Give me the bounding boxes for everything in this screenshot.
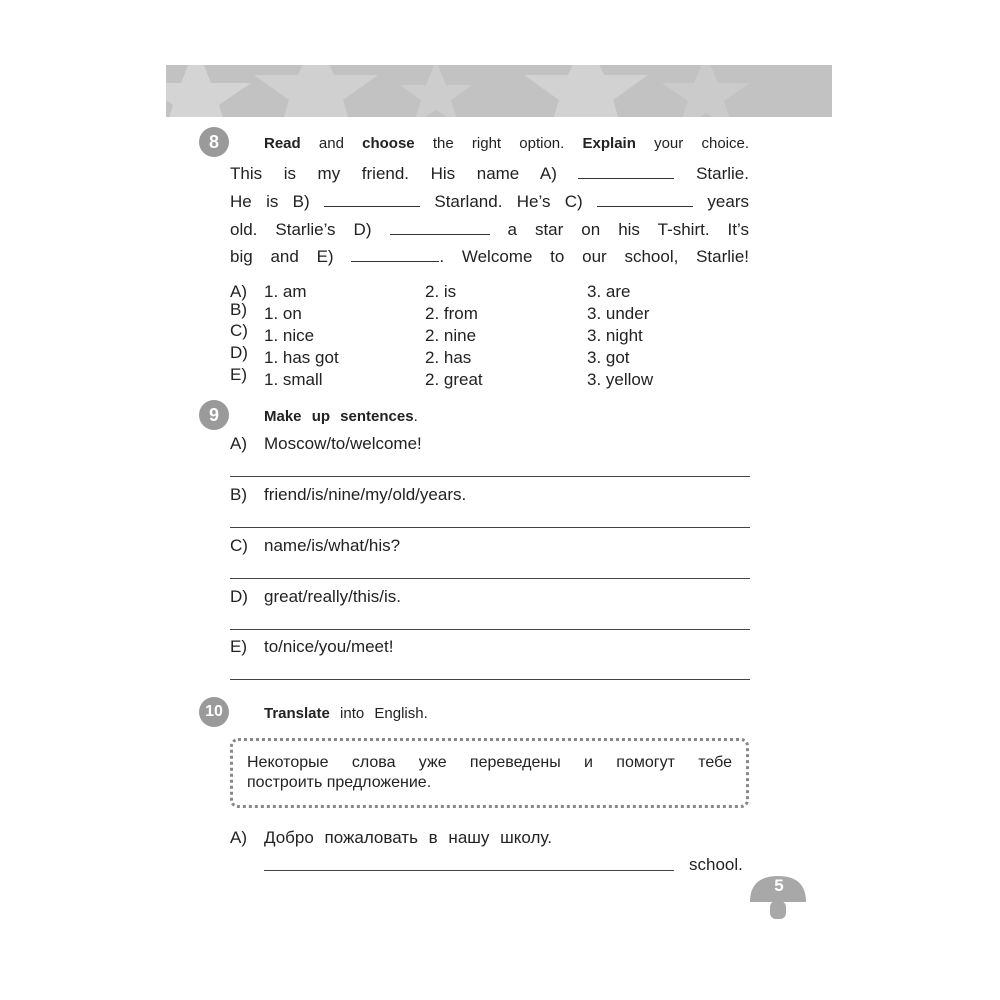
- sentence-item-e: E) to/nice/you/meet!: [230, 637, 394, 656]
- option-letter: C): [230, 321, 248, 340]
- sentence-item-b: B) friend/is/nine/my/old/years.: [230, 485, 467, 504]
- answer-line-a[interactable]: [230, 476, 750, 477]
- exercise-10-number: 10: [199, 697, 229, 727]
- exercise-8-text-line-4: big and E) . Welcome to our school, Starlie!: [230, 247, 749, 266]
- blank-e[interactable]: [351, 247, 439, 262]
- option-letter: A): [230, 282, 247, 301]
- blank-d[interactable]: [390, 220, 490, 235]
- option-b2[interactable]: 2. from: [425, 304, 478, 323]
- sentence-item-c: C) name/is/what/his?: [230, 536, 401, 555]
- option-b1[interactable]: 1. on: [264, 304, 302, 323]
- exercise-9-instruction: Make up sentences.: [264, 408, 418, 425]
- option-e3[interactable]: 3. yellow: [587, 370, 654, 389]
- blank-c[interactable]: [597, 192, 693, 207]
- option-letter: B): [230, 300, 247, 319]
- exercise-8-instruction: Read and choose the right option. Explain your choice.: [264, 135, 750, 152]
- option-a1[interactable]: 1. am: [264, 282, 307, 301]
- sentence-item-d: D) great/really/this/is.: [230, 587, 401, 606]
- hint-line-1: Некоторые слова уже переведены и помогут тебе: [247, 754, 732, 771]
- sentence-item-a: A) Moscow/to/welcome!: [230, 434, 422, 453]
- blank-a[interactable]: [578, 164, 674, 179]
- answer-line-b[interactable]: [230, 527, 750, 528]
- page-number: 5: [774, 876, 784, 895]
- option-c2[interactable]: 2. nine: [425, 326, 477, 345]
- option-b3[interactable]: 3. under: [587, 304, 650, 323]
- translate-answer-line[interactable]: [264, 870, 674, 871]
- exercise-8-text-line-1: This is my friend. His name A) Starlie.: [230, 164, 749, 183]
- answer-line-e[interactable]: [230, 679, 750, 680]
- hint-line-2: построить предложение.: [247, 774, 432, 791]
- option-letter: E): [230, 365, 247, 384]
- exercise-10-instruction: Translate into English.: [264, 705, 428, 722]
- answer-line-c[interactable]: [230, 578, 750, 579]
- stars-decoration: [166, 65, 832, 117]
- option-d3[interactable]: 3. got: [587, 348, 630, 367]
- option-a3[interactable]: 3. are: [587, 282, 631, 301]
- exercise-8-number: 8: [199, 127, 229, 157]
- exercise-9-number: 9: [199, 400, 229, 430]
- header-banner: [166, 65, 832, 117]
- answer-tail: school.: [689, 855, 743, 874]
- hint-box: [230, 738, 749, 808]
- option-letter: D): [230, 343, 248, 362]
- option-d1[interactable]: 1. has got: [264, 348, 339, 367]
- blank-b[interactable]: [324, 192, 420, 207]
- part-label: Part 1: [860, 83, 916, 104]
- option-e1[interactable]: 1. small: [264, 370, 323, 389]
- option-c1[interactable]: 1. nice: [264, 326, 315, 345]
- translate-item-a: A) Добро пожаловать в нашу школу.: [230, 828, 552, 847]
- answer-line-d[interactable]: [230, 629, 750, 630]
- option-a2[interactable]: 2. is: [425, 282, 457, 301]
- option-c3[interactable]: 3. night: [587, 326, 643, 345]
- exercise-8-text-line-3: old. Starlie’s D) a star on his T-shirt. It’s: [230, 220, 749, 239]
- exercise-8-text-line-2: He is B) Starland. He’s C) years: [230, 192, 749, 211]
- option-e2[interactable]: 2. great: [425, 370, 483, 389]
- option-d2[interactable]: 2. has: [425, 348, 472, 367]
